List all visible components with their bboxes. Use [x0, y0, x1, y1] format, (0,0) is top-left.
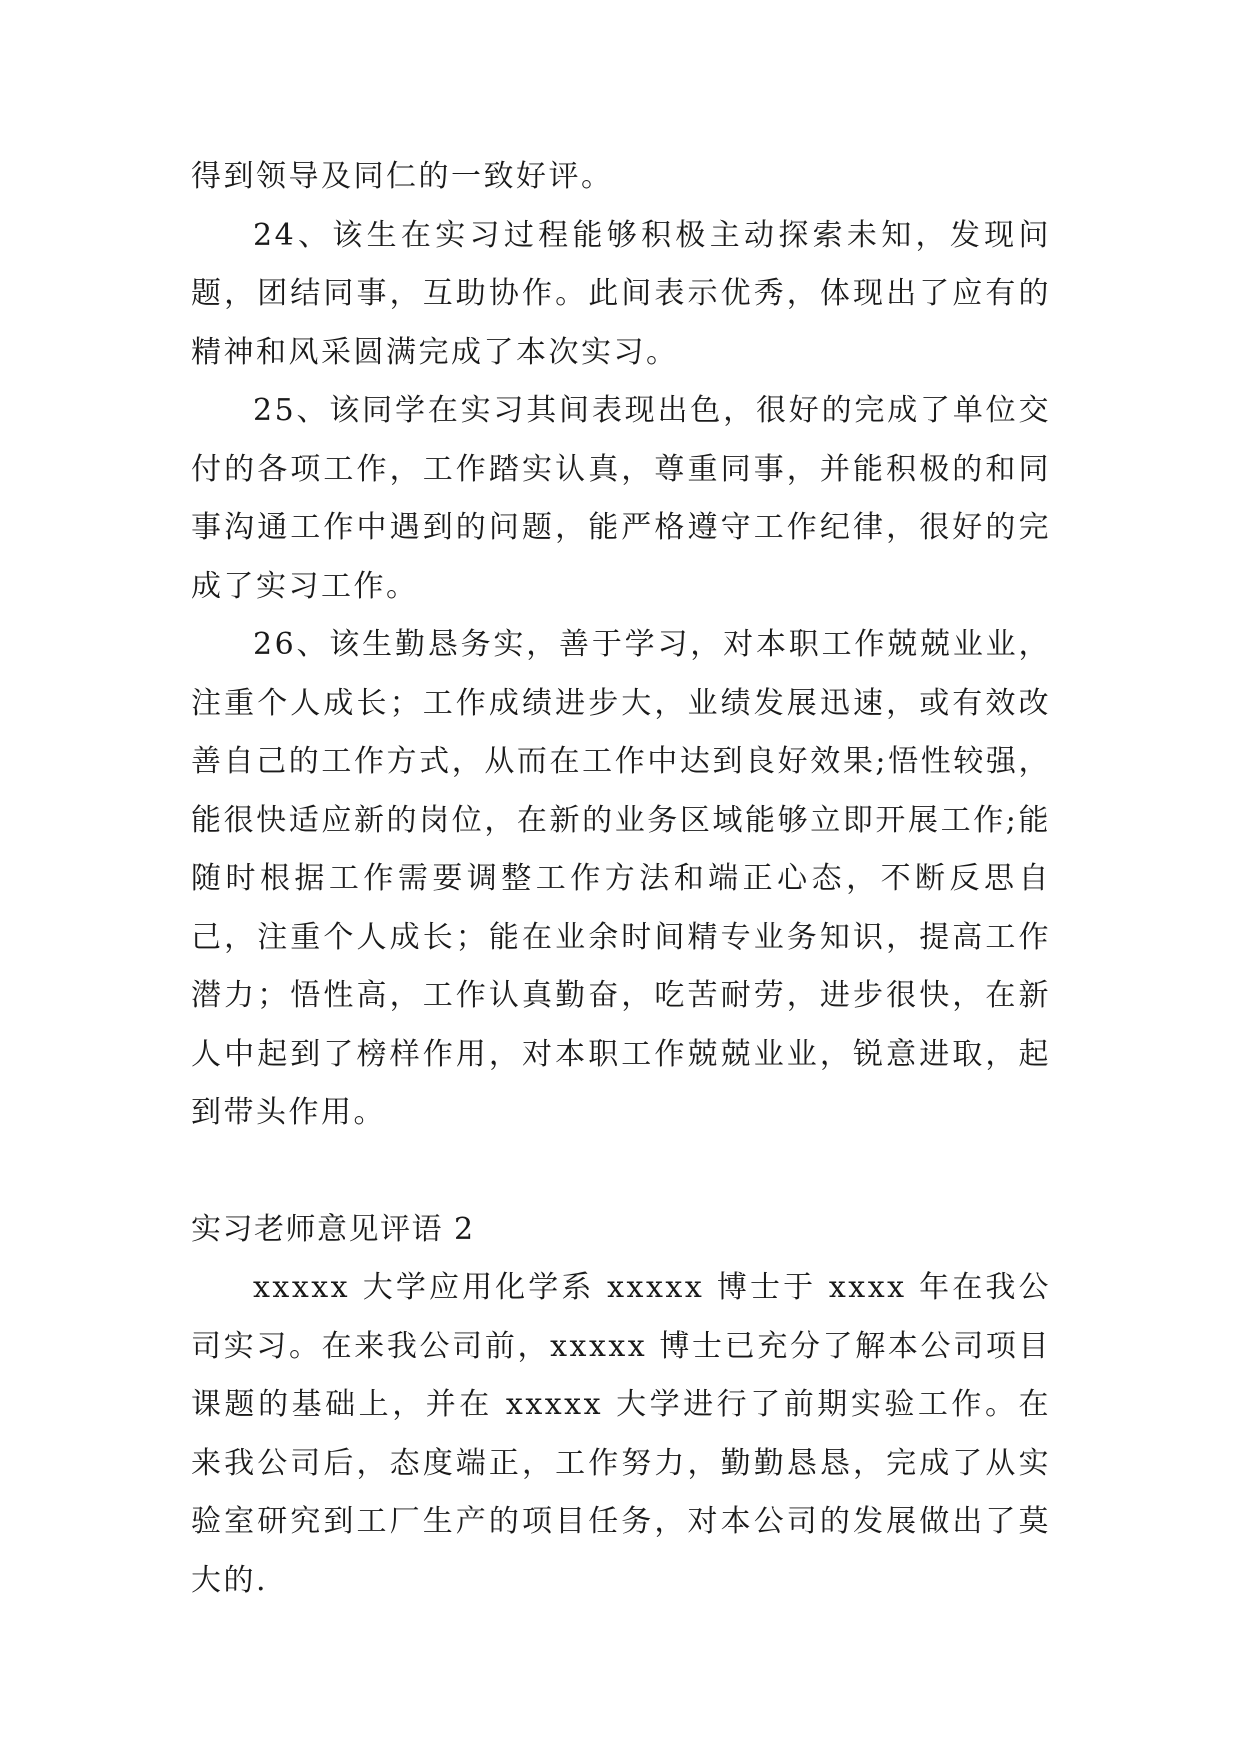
- paragraph-item-24: 24、该生在实习过程能够积极主动探索未知，发现问题，团结同事，互助协作。此间表示优秀，体现出了应有的精神和风采圆满完成了本次实习。: [191, 217, 1051, 370]
- section-heading: 实习老师意见评语 2: [191, 1211, 475, 1247]
- paragraph-section-2-body: xxxxx 大学应用化学系 xxxxx 博士于 xxxx 年在我公司实习。在来我公司前，xxxxx 博士已充分了解本公司项目课题的基础上，并在 xxxxx 大学进行了前期实验工作。在来我公司后，态度端正，工作努力，勤勤恳恳，完成了从实验室研究到工厂生产的项目任务，对本公司的发展做出了莫大的.: [191, 1270, 1051, 1598]
- paragraph-item-25: 25、该同学在实习其间表现出色，很好的完成了单位交付的各项工作，工作踏实认真，尊重同事，并能积极的和同事沟通工作中遇到的问题，能严格遵守工作纪律，很好的完成了实习工作。: [191, 393, 1051, 604]
- document-body: [191, 148, 1051, 1610]
- paragraph-item-26: 26、该生勤恳务实，善于学习，对本职工作兢兢业业，注重个人成长；工作成绩进步大，业绩发展迅速，或有效改善自己的工作方式，从而在工作中达到良好效果;悟性较强，能很快适应新的岗位，在新的业务区域能够立即开展工作;能随时根据工作需要调整工作方法和端正心态，不断反思自己，注重个人成长；能在业余时间精专业务知识，提高工作潜力；悟性高，工作认真勤奋，吃苦耐劳，进步很快，在新人中起到了榜样作用，对本职工作兢兢业业，锐意进取，起到带头作用。: [191, 627, 1051, 1130]
- paragraph-continuation: 得到领导及同仁的一致好评。: [191, 159, 614, 194]
